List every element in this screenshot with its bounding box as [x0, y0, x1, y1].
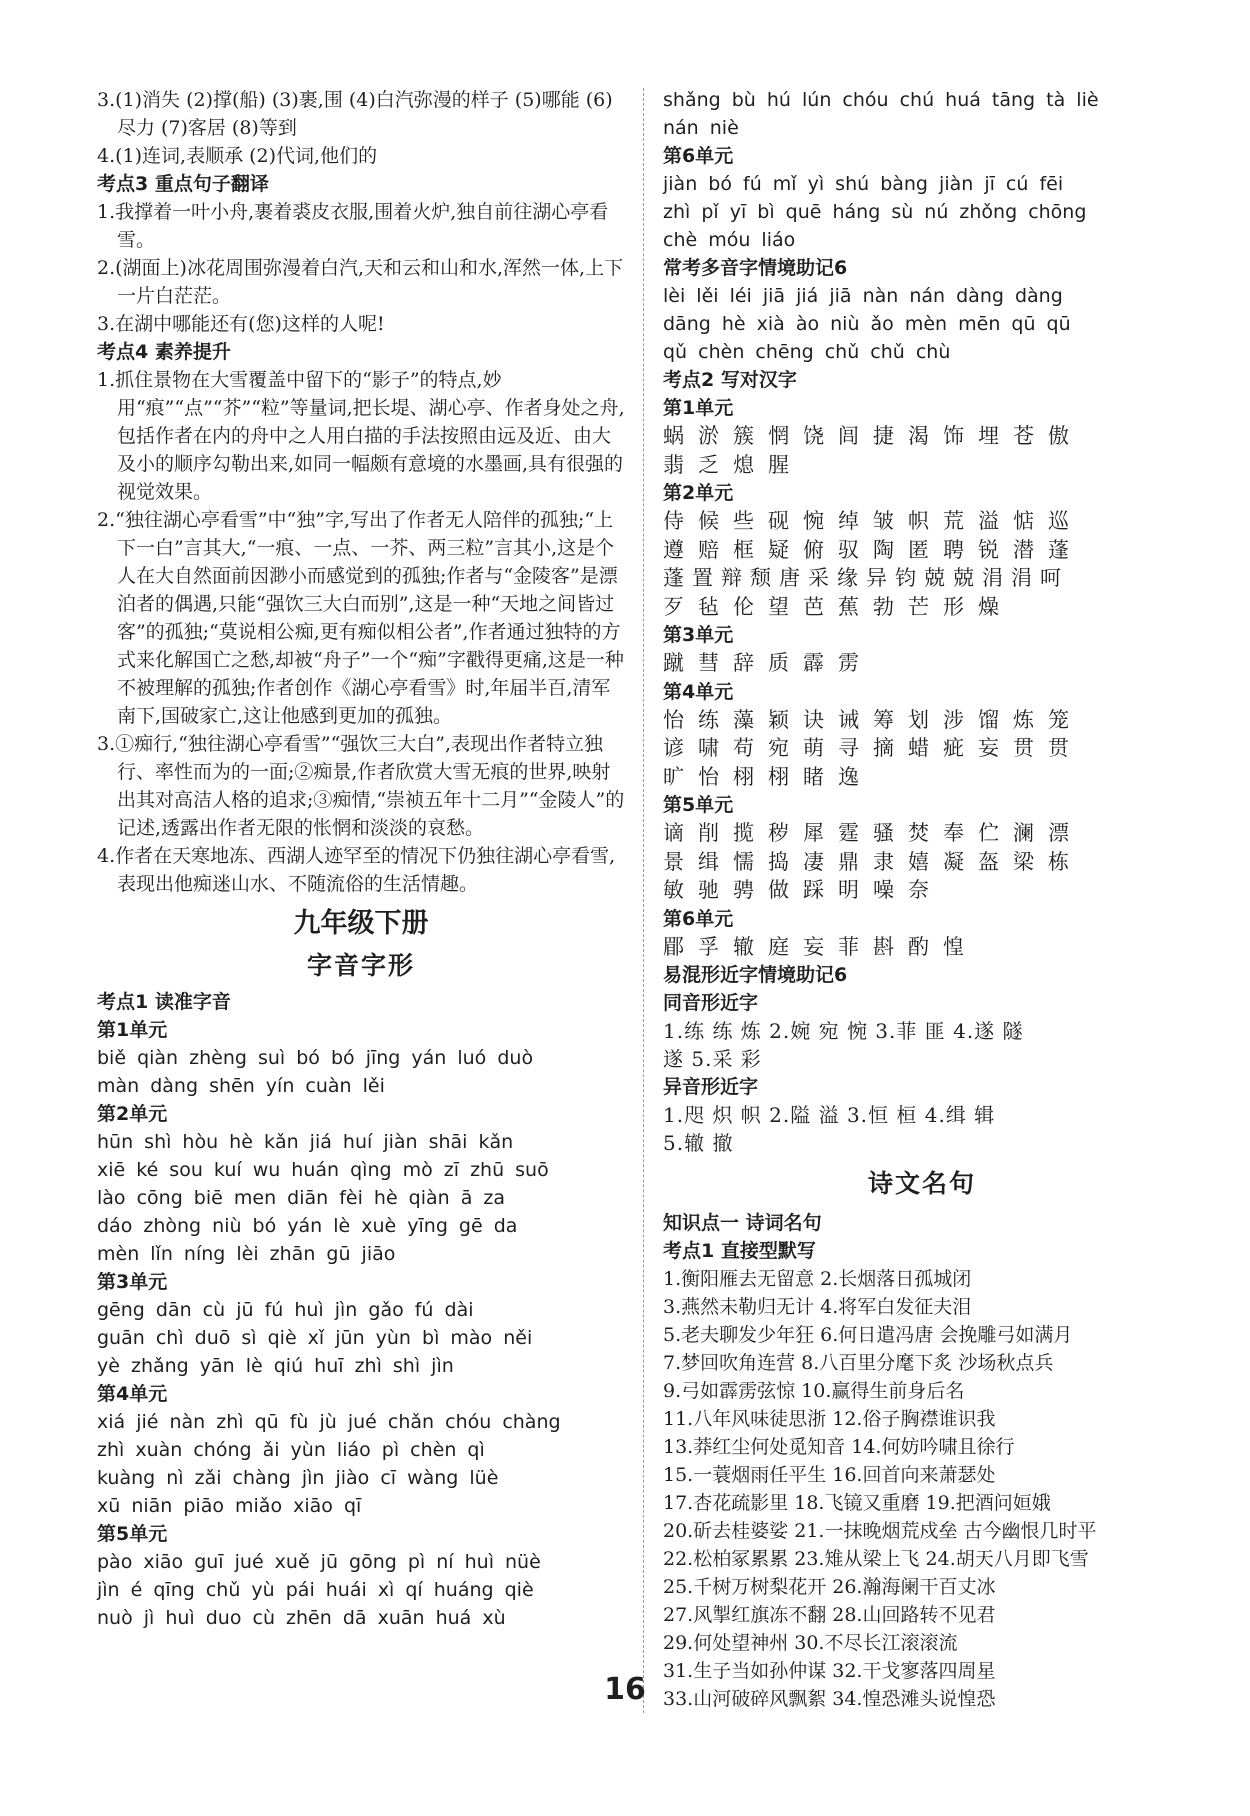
pinyin-line: mèn lǐn níng lèi zhān gū jiāo	[97, 1243, 396, 1265]
pinyin-line: lèi lěi léi jiā jiá jiā nàn nán dàng dàng	[663, 285, 1063, 307]
kaodian2-heading: 考点2 写对汉字	[663, 369, 797, 391]
pinyin-line: xiē ké sou kuí wu huán qìng mò zī zhū suō	[97, 1159, 549, 1181]
duoyin-heading: 常考多音字情境助记6	[663, 257, 848, 279]
pinyin-line: zhì pǐ yī bì quē háng sù nú zhǒng chōng	[663, 201, 1087, 223]
yiyin-heading: 异音形近字	[663, 1076, 759, 1098]
char-line: 谪削揽秽犀霆骚焚奉伫澜漂	[663, 821, 1083, 845]
right-column	[663, 86, 1181, 1713]
poem-line: 17.杏花疏影里 18.飞镜又重磨 19.把酒问姮娥	[663, 1492, 1051, 1514]
analysis-item: 4.作者在天寒地冻、西湖人迹罕至的情况下仍独往湖心亭看雪,表现出他痴迷山水、不随流俗的生活情趣。	[97, 845, 616, 895]
pinyin-line: lào cōng biē men diān fèi hè qiàn ā za	[97, 1187, 506, 1209]
poem-line: 22.松柏冢累累 23.雉从梁上飞 24.胡天八月即飞雪	[663, 1548, 1089, 1570]
section-title-zi-yin-zi-xing: 字音字形	[306, 951, 415, 980]
poem-line: 27.风掣红旗冻不翻 28.山回路转不见君	[663, 1604, 996, 1626]
poem-line: 20.斫去桂婆娑 21.一抹晚烟荒戍垒 古今幽恨几时平	[663, 1520, 1097, 1542]
analysis-item: 2.“独往湖心亭看雪”中“独”字,写出了作者无人陪伴的孤独;“上下一白”言其大,“一痕、一点、一芥、两三粒”言其小,这是个人在大自然面前因渺小而感觉到的孤独;作者与“金陵客”是漂泊者的偶遇,只能“强饮三大白而别”,这是一种“天地之间皆过客”的孤独;“莫说相公痴,更有痴似相公者”,作者通过独特的方式来化解国亡之愁,却被“舟子”一个“痴”字戳得更痛,这是一种不被理解的孤独;作者创作《湖心亭看雪》时,年届半百,清军南下,国破家亡,这让他感到更加的孤独。	[97, 509, 624, 727]
char-line: 怡练藻颖诀诫筹划涉馏炼笼	[663, 707, 1083, 732]
translation-item: 1.我撑着一叶小舟,裹着裘皮衣服,围着火炉,独自前往湖心亭看雪。	[97, 201, 609, 251]
char-line: 敏驰骋做踩明噪奈	[663, 878, 943, 902]
unit-heading: 第4单元	[663, 680, 734, 703]
poem-line: 31.生子当如孙仲谋 32.干戈寥落四周星	[663, 1660, 996, 1682]
char-line: 郿孚辙庭妄菲斟酌惶	[663, 934, 978, 959]
pinyin-line: pào xiāo guī jué xuě jū gōng pì ní huì nüè	[97, 1551, 541, 1573]
char-line: 侍候些砚惋绰皱帜荒溢惦巡	[663, 509, 1083, 533]
pair-line: 1.咫 炽 帜 2.隘 溢 3.恒 桓 4.缉 辑	[663, 1103, 996, 1127]
unit-heading: 第3单元	[97, 1271, 168, 1293]
pinyin-line: qǔ chèn chēng chǔ chǔ chù	[663, 341, 951, 363]
pinyin-line: biě qiàn zhèng suì bó bó jīng yán luó duò	[97, 1047, 534, 1069]
char-line: 翡乏熄腥	[663, 452, 803, 477]
pinyin-line: yè zhǎng yān lè qiú huī zhì shì jìn	[97, 1355, 454, 1377]
kaodian3-heading: 考点3 重点句子翻译	[97, 173, 269, 195]
pinyin-line: jiàn bó fú mǐ yì shú bàng jiàn jī cú fēi	[663, 173, 1064, 195]
poem-line: 7.梦回吹角连营 8.八百里分麾下炙 沙场秋点兵	[663, 1352, 1054, 1374]
char-line: 蹴彗辞质霹雳	[663, 651, 873, 675]
pinyin-line: dāng hè xià ào niù ǎo mèn mēn qū qū	[663, 313, 1071, 335]
pair-line: 遂 5.采 彩	[663, 1047, 762, 1071]
answer-item: 3.(1)消失 (2)撑(船) (3)裹,围 (4)白汽弥漫的样子 (5)哪能 (6)尽力 (7)客居 (8)等到	[97, 89, 613, 139]
pinyin-line: guān chì duō sì qiè xǐ jūn yùn bì mào něi	[97, 1327, 533, 1349]
kaodian1-mo-xie-heading: 考点1 直接型默写	[663, 1240, 816, 1262]
poem-line: 5.老夫聊发少年狂 6.何日遣冯唐 会挽雕弓如满月	[663, 1324, 1073, 1346]
poem-line: 13.莽红尘何处觅知音 14.何妨吟啸且徐行	[663, 1436, 1015, 1458]
section-title-shi-wen-ming-ju: 诗文名句	[867, 1169, 976, 1198]
poem-line: 1.衡阳雁去无留意 2.长烟落日孤城闭	[663, 1268, 972, 1290]
pinyin-line: nán niè	[663, 117, 739, 139]
unit-heading: 第5单元	[663, 794, 734, 816]
translation-item: 3.在湖中哪能还有(您)这样的人呢!	[97, 313, 385, 335]
analysis-item: 3.①痴行,“独往湖心亭看雪”“强饮三大白”,表现出作者特立独行、率性而为的一面;②痴景,作者欣赏大雪无痕的世界,映射出其对高洁人格的追求;③痴情,“崇祯五年十二月”“金陵人”的记述,透露出作者无限的怅惘和淡淡的哀愁。	[97, 733, 625, 839]
pinyin-line: shǎng bù hú lún chóu chú huá tāng tà liè	[663, 89, 1099, 111]
poem-line: 3.燕然未勒归无计 4.将军白发征夫泪	[663, 1296, 972, 1318]
pinyin-line: kuàng nì zǎi chàng jìn jiào cī wàng lüè	[97, 1467, 499, 1489]
unit-heading: 第6单元	[663, 145, 734, 167]
pair-line: 5.辙 撤	[663, 1131, 734, 1155]
poem-line: 11.八年风味徒思浙 12.俗子胸襟谁识我	[663, 1408, 996, 1430]
unit-heading: 第5单元	[97, 1523, 168, 1545]
pinyin-line: nuò jì huì duo cù zhēn dā xuān huá xù	[97, 1607, 506, 1629]
poem-line: 15.一蓑烟雨任平生 16.回首向来萧瑟处	[663, 1464, 996, 1486]
unit-heading: 第4单元	[97, 1383, 168, 1405]
char-line: 蓬置辩颓唐采缘异钧兢兢涓涓呵	[663, 566, 1069, 590]
unit-heading: 第2单元	[97, 1103, 168, 1125]
kaodian1-heading: 考点1 读准字音	[97, 991, 231, 1013]
char-line: 谚啸苟宛萌寻摘蜡疵妄贯贯	[663, 736, 1083, 760]
char-line: 旷怡栩栩睹逸	[663, 764, 873, 789]
pinyin-line: jìn é qīng chǔ yù pái huái xì qí huáng qiè	[97, 1579, 534, 1601]
pinyin-line: chè móu liáo	[663, 229, 796, 251]
answer-item: 4.(1)连词,表顺承 (2)代词,他们的	[97, 145, 378, 167]
pair-line: 1.练 练 炼 2.婉 宛 惋 3.菲 匪 4.遂 隧	[663, 1019, 1024, 1043]
unit-heading: 第3单元	[663, 624, 734, 646]
poem-line: 25.千树万树梨花开 26.瀚海阑干百丈冰	[663, 1576, 996, 1598]
pinyin-line: màn dàng shēn yín cuàn lěi	[97, 1075, 385, 1097]
poem-line: 33.山河破碎风飘絮 34.惶恐滩头说惶恐	[663, 1688, 996, 1710]
page-number: 16	[604, 1672, 646, 1707]
unit-heading: 第6单元	[663, 907, 734, 930]
char-line: 遵赔框疑俯驭陶匿聘锐潜蓬	[663, 537, 1083, 562]
column-divider	[643, 88, 644, 1713]
pinyin-line: dáo zhòng niù bó yán lè xuè yīng gē da	[97, 1215, 518, 1237]
char-line: 歹毡伦望芭蕉勃芒形燥	[663, 594, 1013, 619]
zhishi1-heading: 知识点一 诗词名句	[663, 1212, 822, 1234]
pinyin-line: gēng dān cù jū fú huì jìn gǎo fú dài	[97, 1299, 474, 1321]
unit-heading: 第2单元	[663, 482, 734, 504]
char-line: 景缉懦捣凄鼎隶嬉凝盔梁栋	[663, 849, 1083, 874]
poem-line: 9.弓如霹雳弦惊 10.赢得生前身后名	[663, 1380, 965, 1402]
poem-line: 29.何处望神州 30.不尽长江滚滚流	[663, 1632, 958, 1654]
yihun-heading: 易混形近字情境助记6	[663, 964, 848, 986]
kaodian4-heading: 考点4 素养提升	[97, 341, 231, 363]
pinyin-line: xiá jié nàn zhì qū fù jù jué chǎn chóu chàng	[97, 1411, 561, 1433]
char-line: 蜗淤簇惘饶闾捷渴饰埋苍傲	[663, 424, 1083, 448]
analysis-item: 1.抓住景物在大雪覆盖中留下的“影子”的特点,妙用“痕”“点”“芥”“粒”等量词,把长堤、湖心亭、作者身处之舟,包括作者在内的舟中之人用白描的手法按照由远及近、由大及小的顺序勾勒出来,如同一幅颇有意境的水墨画,具有很强的视觉效果。	[97, 369, 625, 503]
pinyin-line: xū niān piāo miǎo xiāo qī	[97, 1495, 362, 1517]
left-column	[97, 86, 625, 1632]
pinyin-line: hūn shì hòu hè kǎn jiá huí jiàn shāi kǎn	[97, 1131, 514, 1153]
grade-title: 九年级下册	[293, 908, 429, 939]
unit-heading: 第1单元	[97, 1019, 168, 1041]
translation-item: 2.(湖面上)冰花周围弥漫着白汽,天和云和山和水,浑然一体,上下一片白茫茫。	[97, 257, 624, 307]
tongyin-heading: 同音形近字	[663, 992, 759, 1014]
pinyin-line: zhì xuàn chóng ǎi yùn liáo pì chèn qì	[97, 1439, 485, 1461]
unit-heading: 第1单元	[663, 397, 734, 419]
